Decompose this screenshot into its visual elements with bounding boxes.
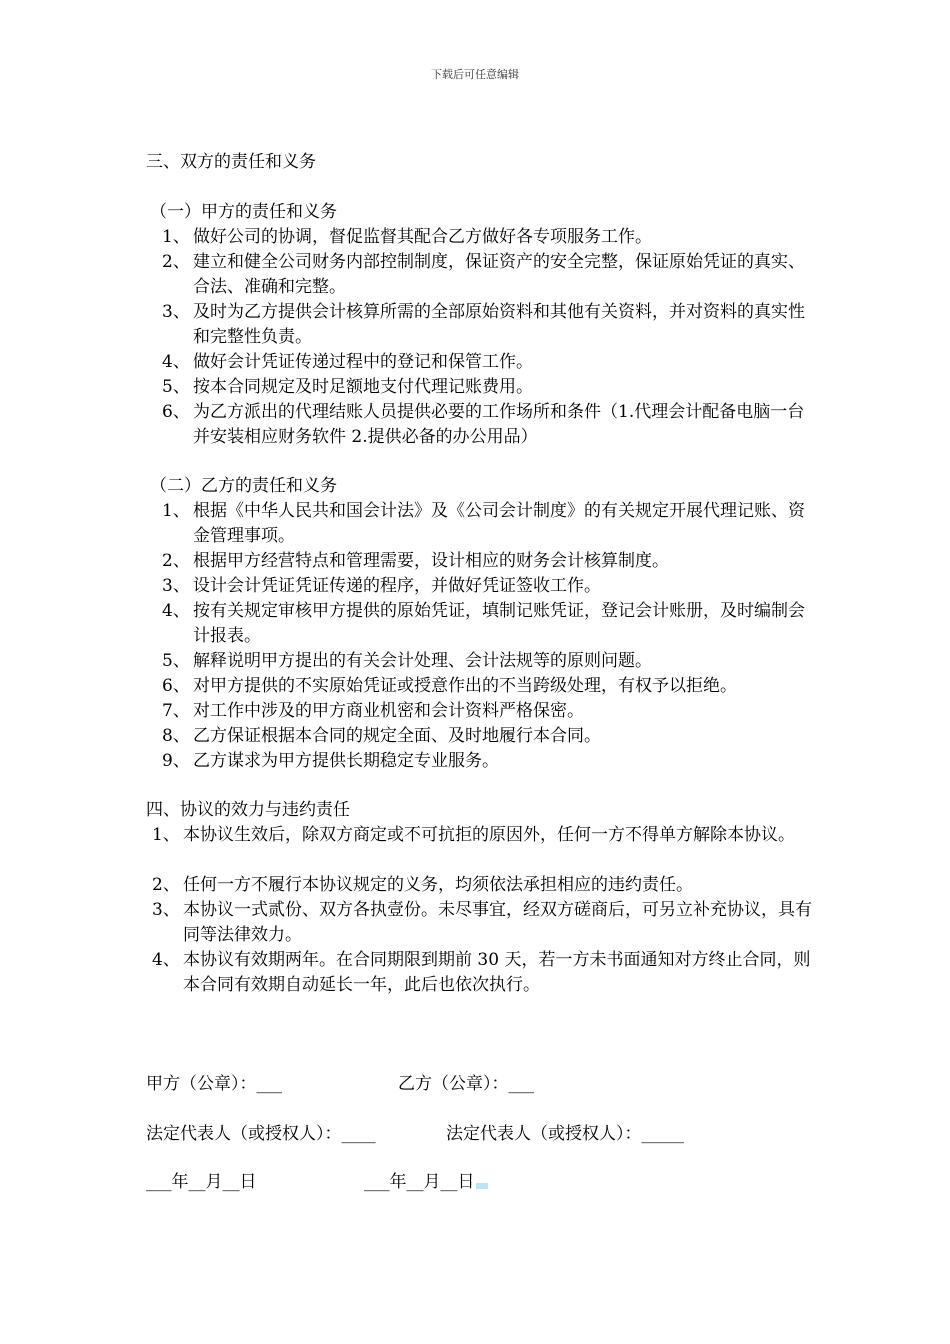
item-text: 按本合同规定及时足额地支付代理记账费用。 xyxy=(193,377,533,397)
section-4-title: 四、协议的效力与违约责任 xyxy=(146,800,350,820)
item-text: 及时为乙方提供会计核算所需的全部原始资料和其他有关资料，并对资料的真实性和完整性负责。 xyxy=(193,302,805,347)
item-text: 设计会计凭证凭证传递的程序，并做好凭证签收工作。 xyxy=(193,576,601,596)
list-item xyxy=(162,300,812,350)
item-number: 4、 xyxy=(162,352,190,372)
list-item xyxy=(162,674,812,699)
item-number: 5、 xyxy=(162,377,190,397)
item-text: 乙方谋求为甲方提供长期稳定专业服务。 xyxy=(193,751,499,771)
item-number: 4、 xyxy=(162,601,190,621)
list-item xyxy=(162,724,812,749)
item-number: 8、 xyxy=(162,726,190,746)
page-header: 下载后可任意编辑 xyxy=(431,68,519,81)
list-item xyxy=(162,400,812,450)
item-number: 3、 xyxy=(152,900,180,920)
party-b-date-line xyxy=(364,1170,488,1195)
item-number: 7、 xyxy=(162,701,190,721)
item-number: 1、 xyxy=(162,501,190,521)
text-cursor xyxy=(476,1183,488,1189)
item-text: 建立和健全公司财务内部控制制度，保证资产的安全完整，保证原始凭证的真实、合法、准确和完整。 xyxy=(193,252,805,297)
item-text: 对甲方提供的不实原始凭证或授意作出的不当跨级处理，有权予以拒绝。 xyxy=(193,676,737,696)
item-text: 为乙方派出的代理结账人员提供必要的工作场所和条件（1.代理会计配备电脑一台并安装相应财务软件 2.提供必备的办公用品） xyxy=(193,402,805,447)
item-number: 9、 xyxy=(162,751,190,771)
item-number: 1、 xyxy=(162,227,190,247)
item-number: 2、 xyxy=(152,875,180,895)
party-a-seal-field: 甲方（公章）：___ xyxy=(146,1074,282,1094)
list-item xyxy=(162,549,812,574)
list-item xyxy=(152,948,812,998)
list-item xyxy=(162,749,812,774)
item-number: 6、 xyxy=(162,402,190,422)
item-text: 本协议一式贰份、双方各执壹份。未尽事宜，经双方磋商后，可另立补充协议，具有同等法律效力。 xyxy=(183,900,812,945)
item-text: 根据《中华人民共和国会计法》及《公司会计制度》的有关规定开展代理记账、资金管理事项。 xyxy=(193,501,805,546)
list-item xyxy=(162,250,812,300)
item-text: 乙方保证根据本合同的规定全面、及时地履行本合同。 xyxy=(193,726,601,746)
item-number: 3、 xyxy=(162,576,190,596)
item-text: 本协议生效后，除双方商定或不可抗拒的原因外，任何一方不得单方解除本协议。 xyxy=(183,825,795,845)
list-item xyxy=(152,873,812,898)
party-a-date-field: ___年__月__日 xyxy=(146,1172,257,1192)
list-item xyxy=(162,350,812,375)
party-b-representative-field: 法定代表人（或授权人）：_____ xyxy=(446,1124,684,1144)
section-3-title: 三、双方的责任和义务 xyxy=(146,152,316,172)
list-item xyxy=(152,823,812,848)
party-b-date-field: ___年__月__日 xyxy=(364,1172,475,1192)
item-text: 做好公司的协调，督促监督其配合乙方做好各专项服务工作。 xyxy=(193,227,652,247)
item-number: 3、 xyxy=(162,302,190,322)
item-number: 1、 xyxy=(152,825,180,845)
list-item xyxy=(162,574,812,599)
item-text: 做好会计凭证传递过程中的登记和保管工作。 xyxy=(193,352,533,372)
list-item xyxy=(162,499,812,549)
item-text: 按有关规定审核甲方提供的原始凭证，填制记账凭证，登记会计账册，及时编制会计报表。 xyxy=(193,601,805,646)
item-number: 2、 xyxy=(162,252,190,272)
item-text: 本协议有效期两年。在合同期限到期前 30 天，若一方未书面通知对方终止合同，则本合同有效期自动延长一年，此后也依次执行。 xyxy=(183,950,811,995)
list-item xyxy=(152,898,812,948)
item-number: 2、 xyxy=(162,551,190,571)
party-a-duties-title: （一）甲方的责任和义务 xyxy=(150,202,337,222)
list-item xyxy=(162,599,812,649)
item-text: 根据甲方经营特点和管理需要，设计相应的财务会计核算制度。 xyxy=(193,551,669,571)
item-number: 4、 xyxy=(152,950,180,970)
item-text: 解释说明甲方提出的有关会计处理、会计法规等的原则问题。 xyxy=(193,651,652,671)
party-b-duties-title: （二）乙方的责任和义务 xyxy=(150,476,337,496)
list-item xyxy=(162,699,812,724)
item-number: 6、 xyxy=(162,676,190,696)
list-item xyxy=(162,225,812,250)
party-a-representative-field: 法定代表人（或授权人）：____ xyxy=(146,1124,376,1144)
party-b-seal-field: 乙方（公章）：___ xyxy=(398,1074,534,1094)
item-text: 任何一方不履行本协议规定的义务，均须依法承担相应的违约责任。 xyxy=(183,875,693,895)
list-item xyxy=(162,375,812,400)
list-item xyxy=(162,649,812,674)
item-number: 5、 xyxy=(162,651,190,671)
item-text: 对工作中涉及的甲方商业机密和会计资料严格保密。 xyxy=(193,701,584,721)
